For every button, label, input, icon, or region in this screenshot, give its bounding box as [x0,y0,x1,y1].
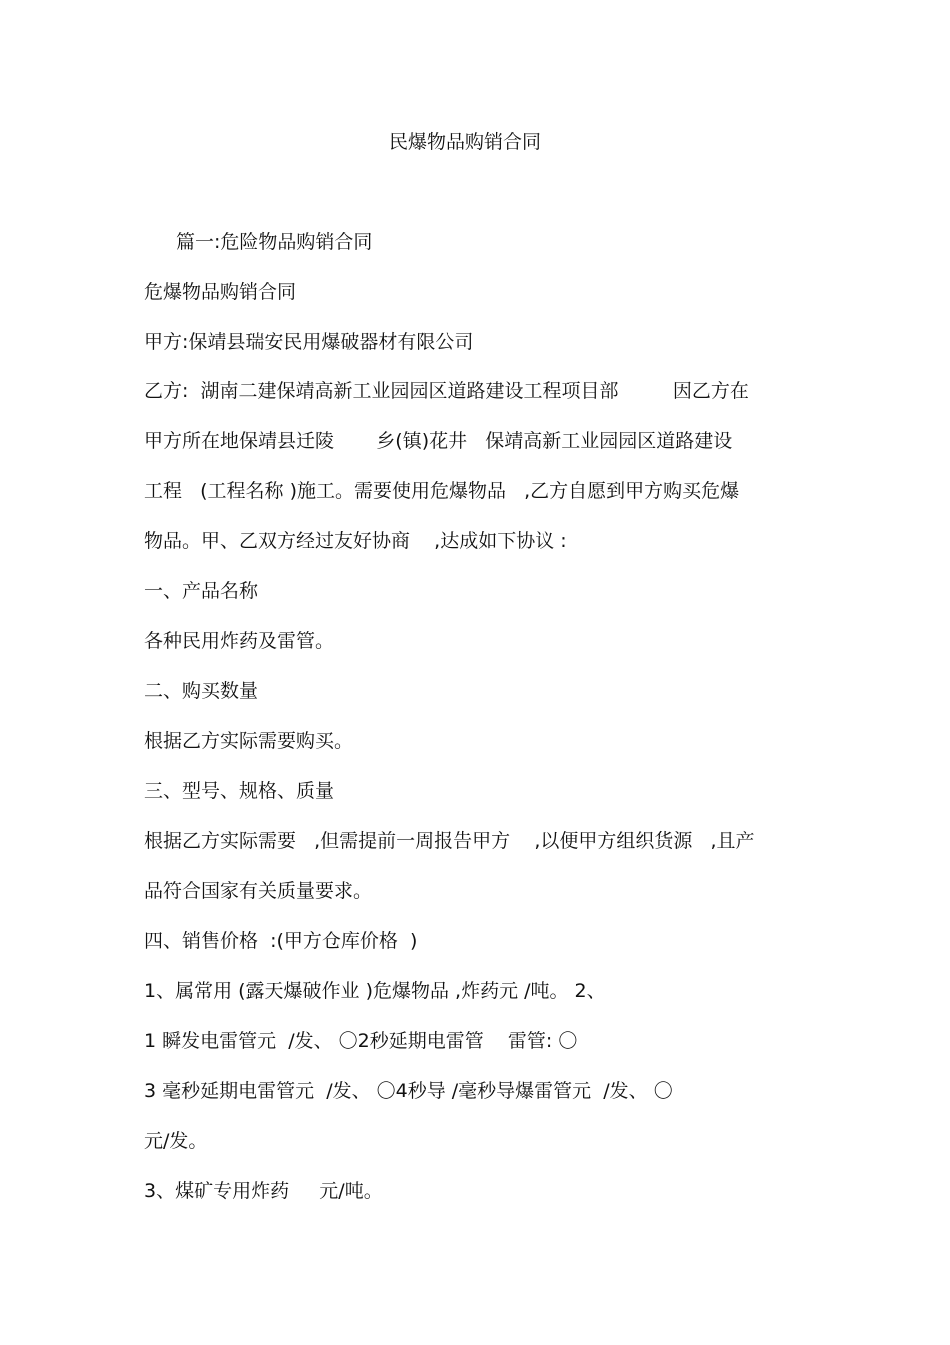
clause-text: 根据乙方实际需要购买。 [144,730,354,752]
clause-heading: 四、销售价格 :(甲方仓库价格 ) [144,930,418,952]
paragraph-line: 物品。甲、乙双方经过友好协商 ,达成如下协议 : [144,530,567,552]
contract-title: 危爆物品购销合同 [144,281,297,303]
price-item: 1、属常用 (露天爆破作业 )危爆物品 ,炸药元 /吨。 2、 [144,980,606,1002]
price-item: 1 瞬发电雷管元 /发、 〇2秒延期电雷管 雷管: 〇 [144,1030,578,1052]
clause-text: 品符合国家有关质量要求。 [144,880,373,902]
clause-heading: 二、购买数量 [144,680,259,702]
clause-heading: 三、型号、规格、质量 [144,780,335,802]
price-item: 3、煤矿专用炸药 元/吨。 [144,1180,383,1202]
clause-heading: 一、产品名称 [144,580,259,602]
paragraph-line: 工程 (工程名称 )施工。需要使用危爆物品 ,乙方自愿到甲方购买危爆 [144,480,740,502]
section-heading: 篇一:危险物品购销合同 [176,231,373,253]
party-b: 乙方: 湖南二建保靖高新工业园园区道路建设工程项目部 因乙方在 [144,380,749,402]
price-item: 3 毫秒延期电雷管元 /发、 〇4秒导 /毫秒导爆雷管元 /发、 〇 [144,1080,673,1102]
document-title: 民爆物品购销合同 [388,131,541,153]
party-a: 甲方:保靖县瑞安民用爆破器材有限公司 [144,331,474,353]
clause-text: 根据乙方实际需要 ,但需提前一周报告甲方 ,以便甲方组织货源 ,且产 [144,830,755,852]
clause-text: 各种民用炸药及雷管。 [144,630,335,652]
price-item: 元/发。 [144,1130,208,1152]
paragraph-line: 甲方所在地保靖县迁陵 乡(镇)花井 保靖高新工业园园区道路建设 [144,430,733,452]
